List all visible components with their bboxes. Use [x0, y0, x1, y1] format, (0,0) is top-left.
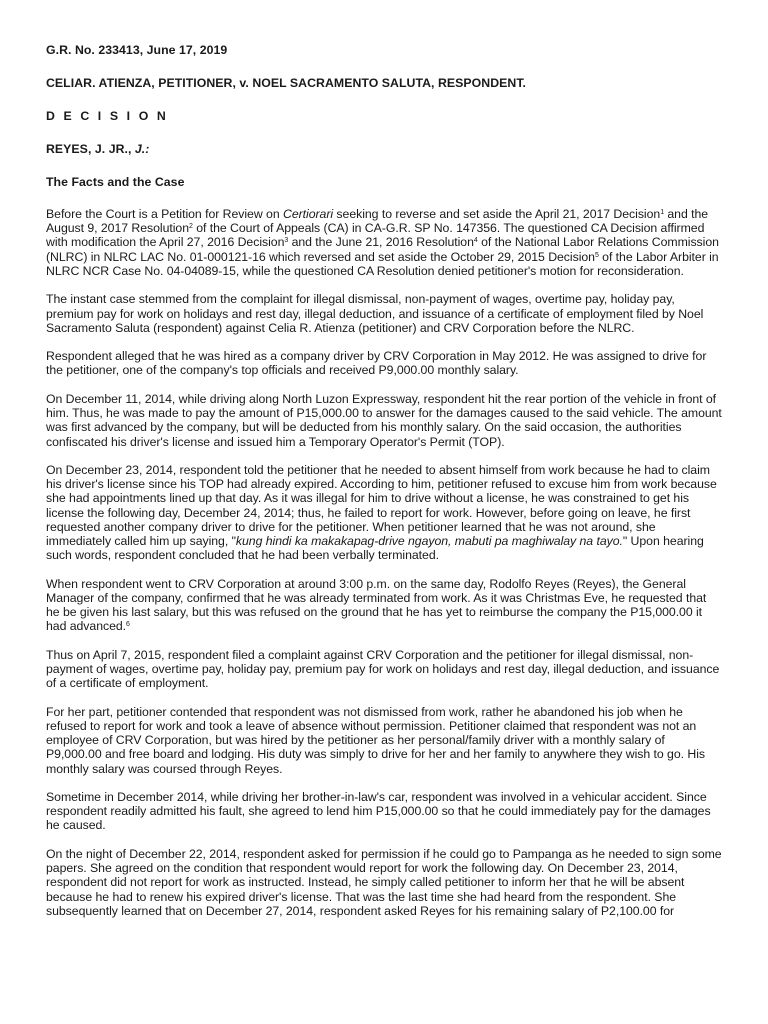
paragraph-text: of the Labor Arbiter in NLRC NCR Case No. 04-04089-15, while the questioned CA Resolution denied petitioner's motion for reconsideration. [46, 249, 719, 278]
section-title: The Facts and the Case [46, 175, 185, 189]
body-paragraph [46, 207, 722, 278]
body-paragraph [46, 577, 722, 634]
paragraph-text: " Upon hearing such words, respondent concluded that he had been verbally terminated. [46, 534, 704, 563]
body-paragraph [46, 292, 722, 335]
paragraph-text: of the Court of Appeals (CA) in CA-G.R. SP No. 147356. The questioned CA Decision affirmed with modification the April 27, 2016 Decision [46, 221, 705, 250]
footnote-marker: 1 [660, 209, 665, 216]
paragraph-text: On December 23, 2014, respondent told the petitioner that he needed to absent himself from work because he had to claim his driver's license since his TOP had already expired. According to him, petitioner refused to excuse him from work because she had appointments lined up that day. As it was illegal for him to drive without a license, he was constrained to get his license the following day, December 24, 2014; thus, he failed to report for work. However, before going on leave, he first requested another company driver to drive for the petitioner. When petitioner learned that he was not around, she immediately called him up saying, " [46, 463, 717, 549]
ponente [46, 141, 722, 157]
decision-document [46, 42, 722, 932]
decision-label: D E C I S I O N [46, 109, 169, 123]
paragraph-text: seeking to reverse and set aside the April 21, 2017 Decision [333, 207, 661, 221]
body-paragraph [46, 648, 722, 691]
case-number: G.R. No. 233413, June 17, 2019 [46, 43, 228, 57]
body-paragraph [46, 349, 722, 377]
footnote-marker: 4 [473, 237, 478, 245]
footnote-marker: 3 [284, 237, 289, 245]
body-paragraph [46, 847, 722, 918]
paragraph-text: and the August 9, 2017 Resolution [46, 207, 709, 236]
ponente-title: J.: [134, 142, 150, 156]
body-paragraph [46, 790, 722, 833]
ponente-name: REYES, J. JR., [46, 142, 135, 156]
paragraph-text: On December 11, 2014, while driving along North Luzon Expressway, respondent hit the rear portion of the vehicle in front of him. Thus, he was made to pay the amount of P15,000.00 to answer for the damages caused to the said vehicle. The amount was first advanced by the company, but will be deducted from his monthly salary. On the said occasion, the authorities confiscated his driver's license and issued him a Temporary Operator's Permit (TOP). [46, 391, 722, 449]
paragraph-text: of the National Labor Relations Commission (NLRC) in NLRC LAC No. 01-000121-16 which reversed and set aside the October 29, 2015 Decision [46, 235, 719, 264]
italic-text: kung hindi ka makakapag-drive ngayon, mabuti pa maghiwalay na tayo. [235, 534, 623, 549]
decision-body [46, 207, 722, 918]
paragraph-text: and the June 21, 2016 Resolution [288, 235, 474, 250]
footnote-marker: 2 [189, 223, 193, 231]
paragraph-text: When respondent went to CRV Corporation at around 3:00 p.m. on the same day, Rodolfo Reyes (Reyes), the General Manager of the company, confirmed that he was already terminated from work. As it was Christmas Eve, he requested that he be given his last salary, but this was refused on the ground that he has yet to reimburse the company the P15,000.00 it had advanced. [46, 576, 707, 634]
body-paragraph [46, 392, 722, 449]
case-parties: CELIAR. ATIENZA, PETITIONER, v. NOEL SACRAMENTO SALUTA, RESPONDENT. [46, 76, 526, 90]
paragraph-text: On the night of December 22, 2014, respondent asked for permission if he could go to Pampanga as he needed to sign some papers. She agreed on the condition that respondent would report for work the following day. On December 23, 2014, respondent did not report for work as instructed. Instead, he simply called petitioner to inform her that he will be absent because he had to renew his expired driver's license. That was the last time she had heard from the respondent. She subsequently learned that on December 27, 2014, respondent asked Reyes for his remaining salary of P2,100.00 for [46, 846, 722, 918]
paragraph-text: For her part, petitioner contended that respondent was not dismissed from work, rather he abandoned his job when he refused to report for work and took a leave of absence without permission. Petitioner claimed that respondent was not an employee of CRV Corporation, but was hired by the petitioner as her personal/family driver with a monthly salary of P9,000.00 and free board and lodging. His duty was simply to drive for her and her family to anywhere they wish to go. His monthly salary was coursed through Reyes. [46, 704, 705, 776]
paragraph-text: Before the Court is a Petition for Review on [46, 207, 283, 221]
footnote-marker: 6 [126, 621, 130, 629]
paragraph-text: Sometime in December 2014, while driving her brother-in-law's car, respondent was involved in a vehicular accident. Since respondent readily admitted his fault, she agreed to lend him P15,000.00 so that he could immediately pay for the damages he caused. [46, 790, 711, 833]
body-paragraph [46, 463, 722, 562]
footnote-marker: 5 [594, 251, 599, 259]
paragraph-text: Respondent alleged that he was hired as a company driver by CRV Corporation in May 2012. He was assigned to drive for the petitioner, one of the company's top officials and received P9,000.00 monthly salary. [46, 349, 707, 378]
paragraph-text: The instant case stemmed from the complaint for illegal dismissal, non-payment of wages, overtime pay, holiday pay, premium pay for work on holidays and rest day, illegal deduction, and issuance of a certificate of employment filed by Noel Sacramento Saluta (respondent) against Celia R. Atienza (petitioner) and CRV Corporation before the NLRC. [46, 292, 704, 335]
paragraph-text: Thus on April 7, 2015, respondent filed a complaint against CRV Corporation and the petitioner for illegal dismissal, non-payment of wages, overtime pay, holiday pay, premium pay for work on holidays and rest day, illegal deduction, and issuance of a certificate of employment. [46, 647, 720, 691]
body-paragraph [46, 705, 722, 776]
italic-text: Certiorari [282, 207, 334, 221]
